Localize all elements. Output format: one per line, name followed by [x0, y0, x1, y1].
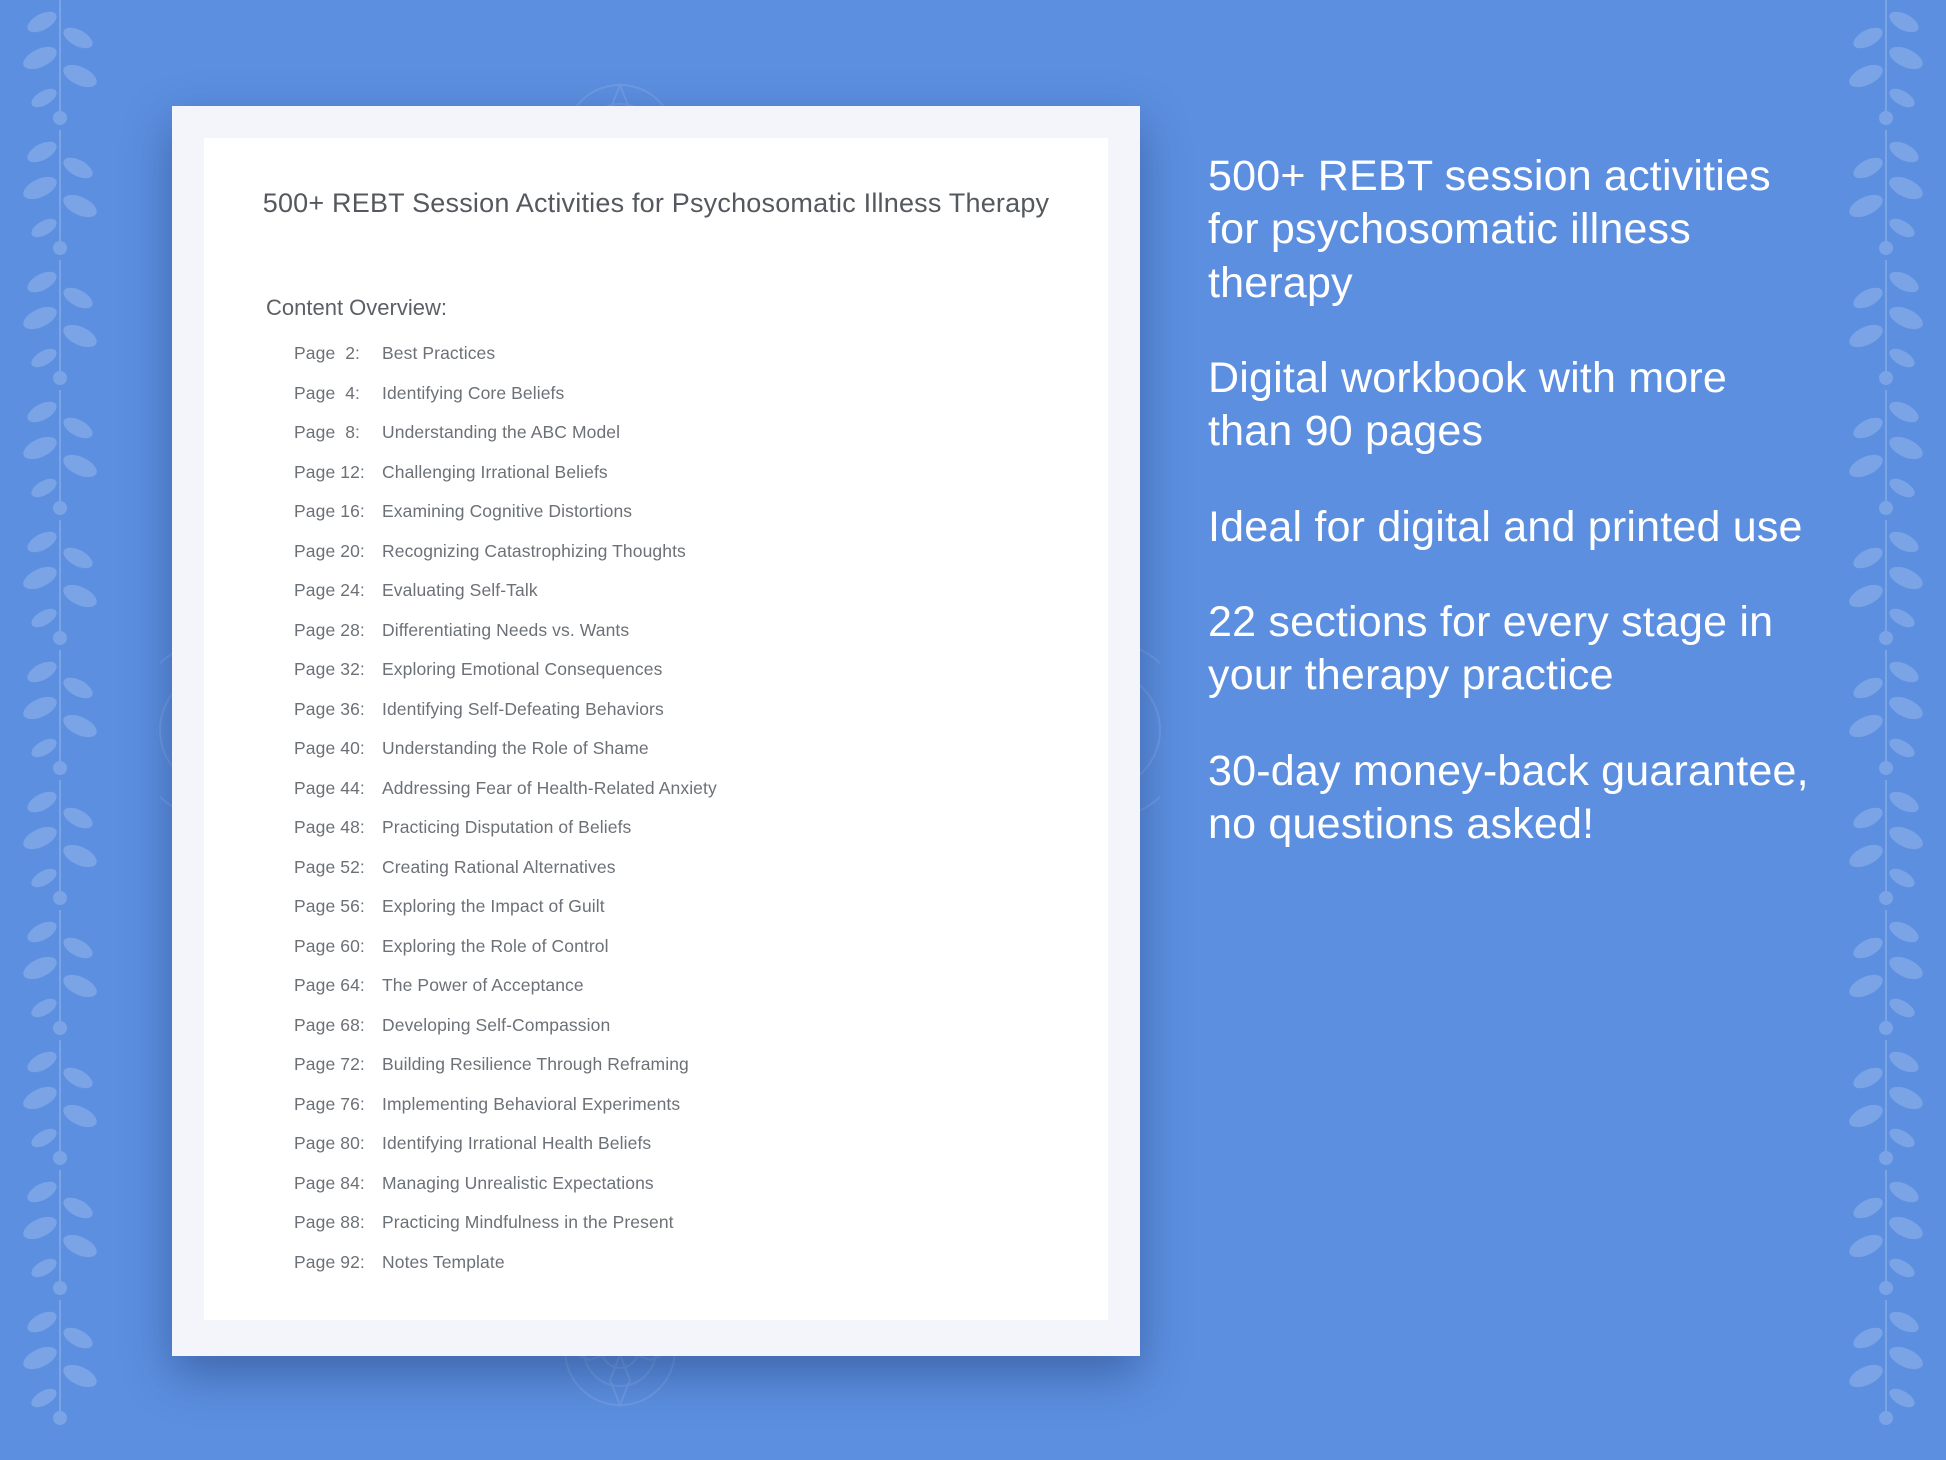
document-page — [204, 138, 1108, 1320]
toc-entry-label: Best Practices — [382, 343, 496, 363]
toc-entry-label: Exploring Emotional Consequences — [382, 659, 663, 679]
toc-entry-label: Understanding the Role of Shame — [382, 738, 649, 758]
toc-row — [294, 1212, 1084, 1252]
toc-page-number: Page 60: — [294, 935, 365, 956]
toc-entry-label: Practicing Disputation of Beliefs — [382, 817, 632, 837]
toc-page-number: Page 24: — [294, 580, 365, 600]
toc-row — [294, 896, 1084, 936]
toc-page-number: Page 52: — [294, 856, 365, 877]
marketing-bullet: Digital workbook with more than 90 pages — [1208, 353, 1727, 456]
toc-entry-label: Notes Template — [382, 1251, 505, 1272]
toc-page-number: Page 44: — [294, 777, 365, 798]
toc-page-number: Page 88: — [294, 1212, 365, 1232]
toc-entry-label: Recognizing Catastrophizing Thoughts — [382, 540, 686, 561]
toc-row — [294, 1133, 1084, 1173]
toc-page-number: Page 28: — [294, 619, 365, 640]
toc-row — [294, 659, 1084, 699]
toc-row — [294, 1054, 1084, 1094]
toc-entry-label: Exploring the Impact of Guilt — [382, 896, 605, 916]
toc-row — [294, 343, 1084, 383]
toc-row — [294, 383, 1084, 423]
marketing-bullet-list — [1208, 150, 1818, 851]
toc-row — [294, 857, 1084, 897]
toc-row — [294, 975, 1084, 1015]
toc-page-number: Page 80: — [294, 1133, 365, 1153]
toc-entry-label: Building Resilience Through Reframing — [382, 1054, 689, 1074]
toc-row — [294, 620, 1084, 660]
toc-row — [294, 1252, 1084, 1292]
toc-page-number: Page 64: — [294, 975, 365, 995]
toc-entry-label: Identifying Self-Defeating Behaviors — [382, 698, 664, 719]
toc-page-number: Page 48: — [294, 817, 365, 837]
toc-entry-label: Addressing Fear of Health-Related Anxiety — [382, 777, 717, 798]
toc-page-number: Page 76: — [294, 1093, 365, 1114]
marketing-bullet: 22 sections for every stage in your therapy practice — [1208, 597, 1774, 700]
floral-border-left-icon — [0, 0, 120, 1460]
marketing-bullet: 500+ REBT session activities for psychosomatic illness therapy — [1208, 152, 1771, 307]
toc-row — [294, 1173, 1084, 1213]
toc-entry-label: Understanding the ABC Model — [382, 422, 621, 442]
toc-row — [294, 699, 1084, 739]
toc-page-number: Page 68: — [294, 1014, 365, 1035]
content-overview-label: Content Overview: — [266, 295, 447, 320]
toc-row — [294, 738, 1084, 778]
marketing-bullet: Ideal for digital and printed use — [1208, 502, 1803, 551]
toc-row — [294, 462, 1084, 502]
toc-page-number: Page 84: — [294, 1172, 365, 1193]
toc-page-number: Page 2: — [294, 343, 360, 363]
toc-row — [294, 936, 1084, 976]
toc-entry-label: Exploring the Role of Control — [382, 935, 609, 956]
toc-entry-label: Examining Cognitive Distortions — [382, 501, 633, 521]
toc-entry-label: Creating Rational Alternatives — [382, 856, 616, 877]
toc-entry-label: Challenging Irrational Beliefs — [382, 461, 608, 482]
toc-row — [294, 501, 1084, 541]
toc-entry-label: Practicing Mindfulness in the Present — [382, 1212, 674, 1232]
toc-entry-label: Managing Unrealistic Expectations — [382, 1172, 654, 1193]
page-title: 500+ REBT Session Activities for Psychosomatic Illness Therapy — [262, 188, 1050, 218]
toc-row — [294, 422, 1084, 462]
toc-page-number: Page 40: — [294, 738, 365, 758]
toc-page-number: Page 4: — [294, 382, 360, 403]
toc-row — [294, 580, 1084, 620]
toc-page-number: Page 16: — [294, 501, 365, 521]
toc-entry-label: The Power of Acceptance — [382, 975, 584, 995]
toc-page-number: Page 36: — [294, 698, 365, 719]
toc-entry-label: Differentiating Needs vs. Wants — [382, 619, 630, 640]
toc-row — [294, 1094, 1084, 1134]
toc-row — [294, 541, 1084, 581]
toc-entry-label: Evaluating Self-Talk — [382, 580, 538, 600]
toc-page-number: Page 72: — [294, 1054, 365, 1074]
toc-page-number: Page 8: — [294, 422, 360, 442]
toc-entry-label: Implementing Behavioral Experiments — [382, 1093, 681, 1114]
toc-row — [294, 817, 1084, 857]
table-of-contents — [294, 343, 1084, 1291]
toc-entry-label: Identifying Irrational Health Beliefs — [382, 1133, 652, 1153]
toc-page-number: Page 56: — [294, 896, 365, 916]
toc-page-number: Page 20: — [294, 540, 365, 561]
toc-row — [294, 778, 1084, 818]
toc-page-number: Page 92: — [294, 1251, 365, 1272]
floral-border-right-icon — [1826, 0, 1946, 1460]
toc-page-number: Page 12: — [294, 461, 365, 482]
toc-entry-label: Developing Self-Compassion — [382, 1014, 611, 1035]
toc-entry-label: Identifying Core Beliefs — [382, 382, 565, 403]
toc-row — [294, 1015, 1084, 1055]
toc-page-number: Page 32: — [294, 659, 365, 679]
marketing-bullet: 30-day money-back guarantee, no questions asked! — [1208, 746, 1809, 848]
